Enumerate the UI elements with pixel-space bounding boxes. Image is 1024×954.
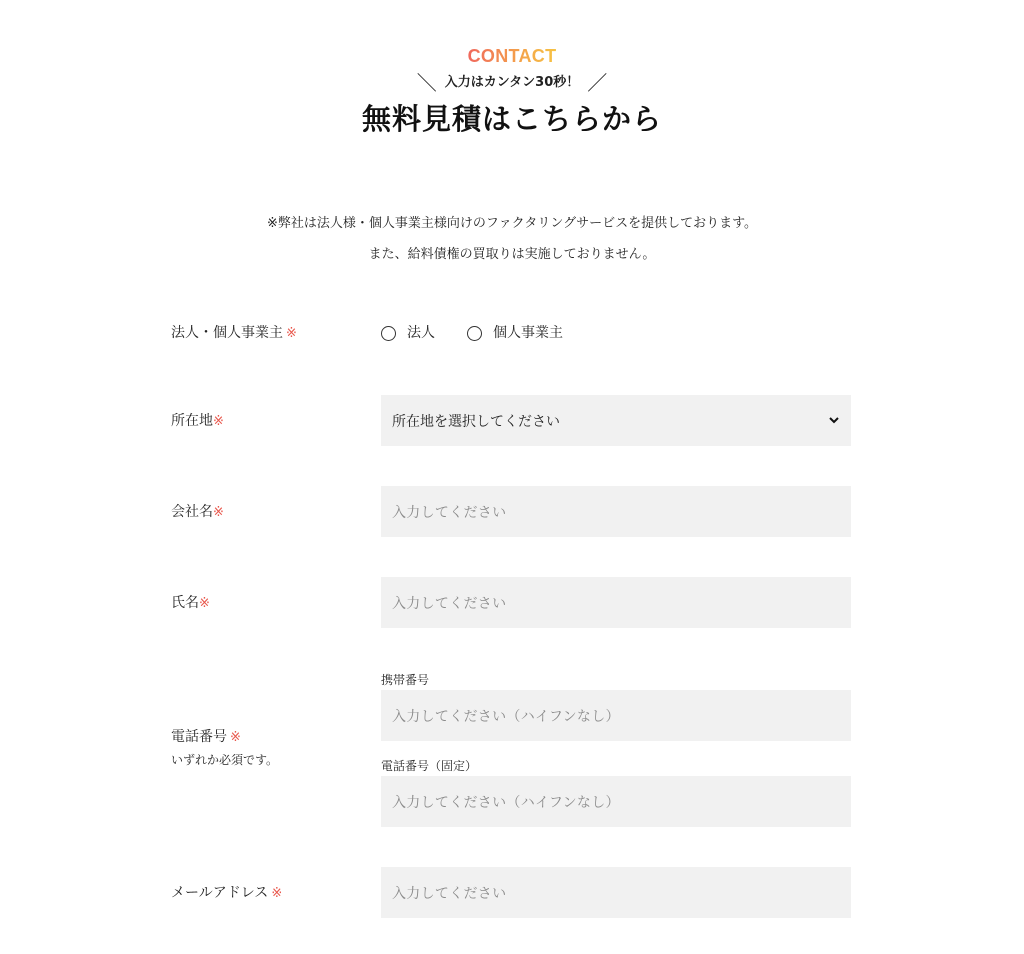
location-select-value: 所在地を選択してください [392,413,560,430]
slash-left: ＼ [416,71,437,95]
radio-label: 法人 [407,325,435,341]
entity-type-label-text: 法人・個人事業主 [171,325,283,341]
email-placeholder: 入力してください [392,885,507,902]
page-title: 無料見積はこちらから [361,102,662,136]
tagline: 入力はカンタン30秒！ [444,75,580,90]
email-label [171,883,282,904]
radio-sole-proprietor[interactable] [467,323,563,343]
chevron-down-icon [827,414,841,428]
mobile-label: 携帯番号 [381,673,430,687]
section-label: CONTACT [467,46,557,66]
notice-line-2: また、給料債権の買取りは実施しておりません。 [368,247,656,262]
mobile-placeholder: 入力してください（ハイフンなし） [392,708,620,725]
required-mark: ※ [213,505,224,520]
contact-header [0,44,1024,138]
required-mark: ※ [271,886,283,901]
company-name-label [171,502,224,523]
full-name-label-text: 氏名 [171,595,199,611]
landline-label: 電話番号（固定） [381,759,478,773]
location-select[interactable] [381,395,851,446]
location-label-text: 所在地 [171,413,213,429]
phone-label-text: 電話番号 [171,729,227,745]
phone-label [171,727,241,748]
company-name-placeholder: 入力してください [392,504,507,521]
service-notice [0,208,1024,270]
required-mark: ※ [230,730,241,745]
landline-placeholder: 入力してください（ハイフンなし） [392,794,620,811]
radio-corporation[interactable] [381,323,435,343]
entity-type-label [171,323,297,344]
landline-input[interactable] [381,776,851,827]
radio-button[interactable] [381,326,396,341]
slash-right: ／ [587,71,608,95]
phone-note: いずれか必須です。 [171,753,279,767]
full-name-placeholder: 入力してください [392,595,507,612]
location-label [171,411,224,432]
notice-line-1: ※弊社は法人様・個人事業主様向けのファクタリングサービスを提供しております。 [266,216,758,231]
required-mark: ※ [199,596,210,611]
entity-type-radio-group [381,323,595,343]
company-name-input[interactable] [381,486,851,537]
email-label-text: メールアドレス [171,885,269,901]
company-name-label-text: 会社名 [171,504,213,520]
tagline-row [0,72,1024,94]
full-name-label [171,593,210,614]
email-input[interactable] [381,867,851,918]
full-name-input[interactable] [381,577,851,628]
mobile-input[interactable] [381,690,851,741]
required-mark: ※ [213,414,224,429]
radio-button[interactable] [467,326,482,341]
radio-label: 個人事業主 [493,325,563,341]
required-mark: ※ [286,326,297,341]
